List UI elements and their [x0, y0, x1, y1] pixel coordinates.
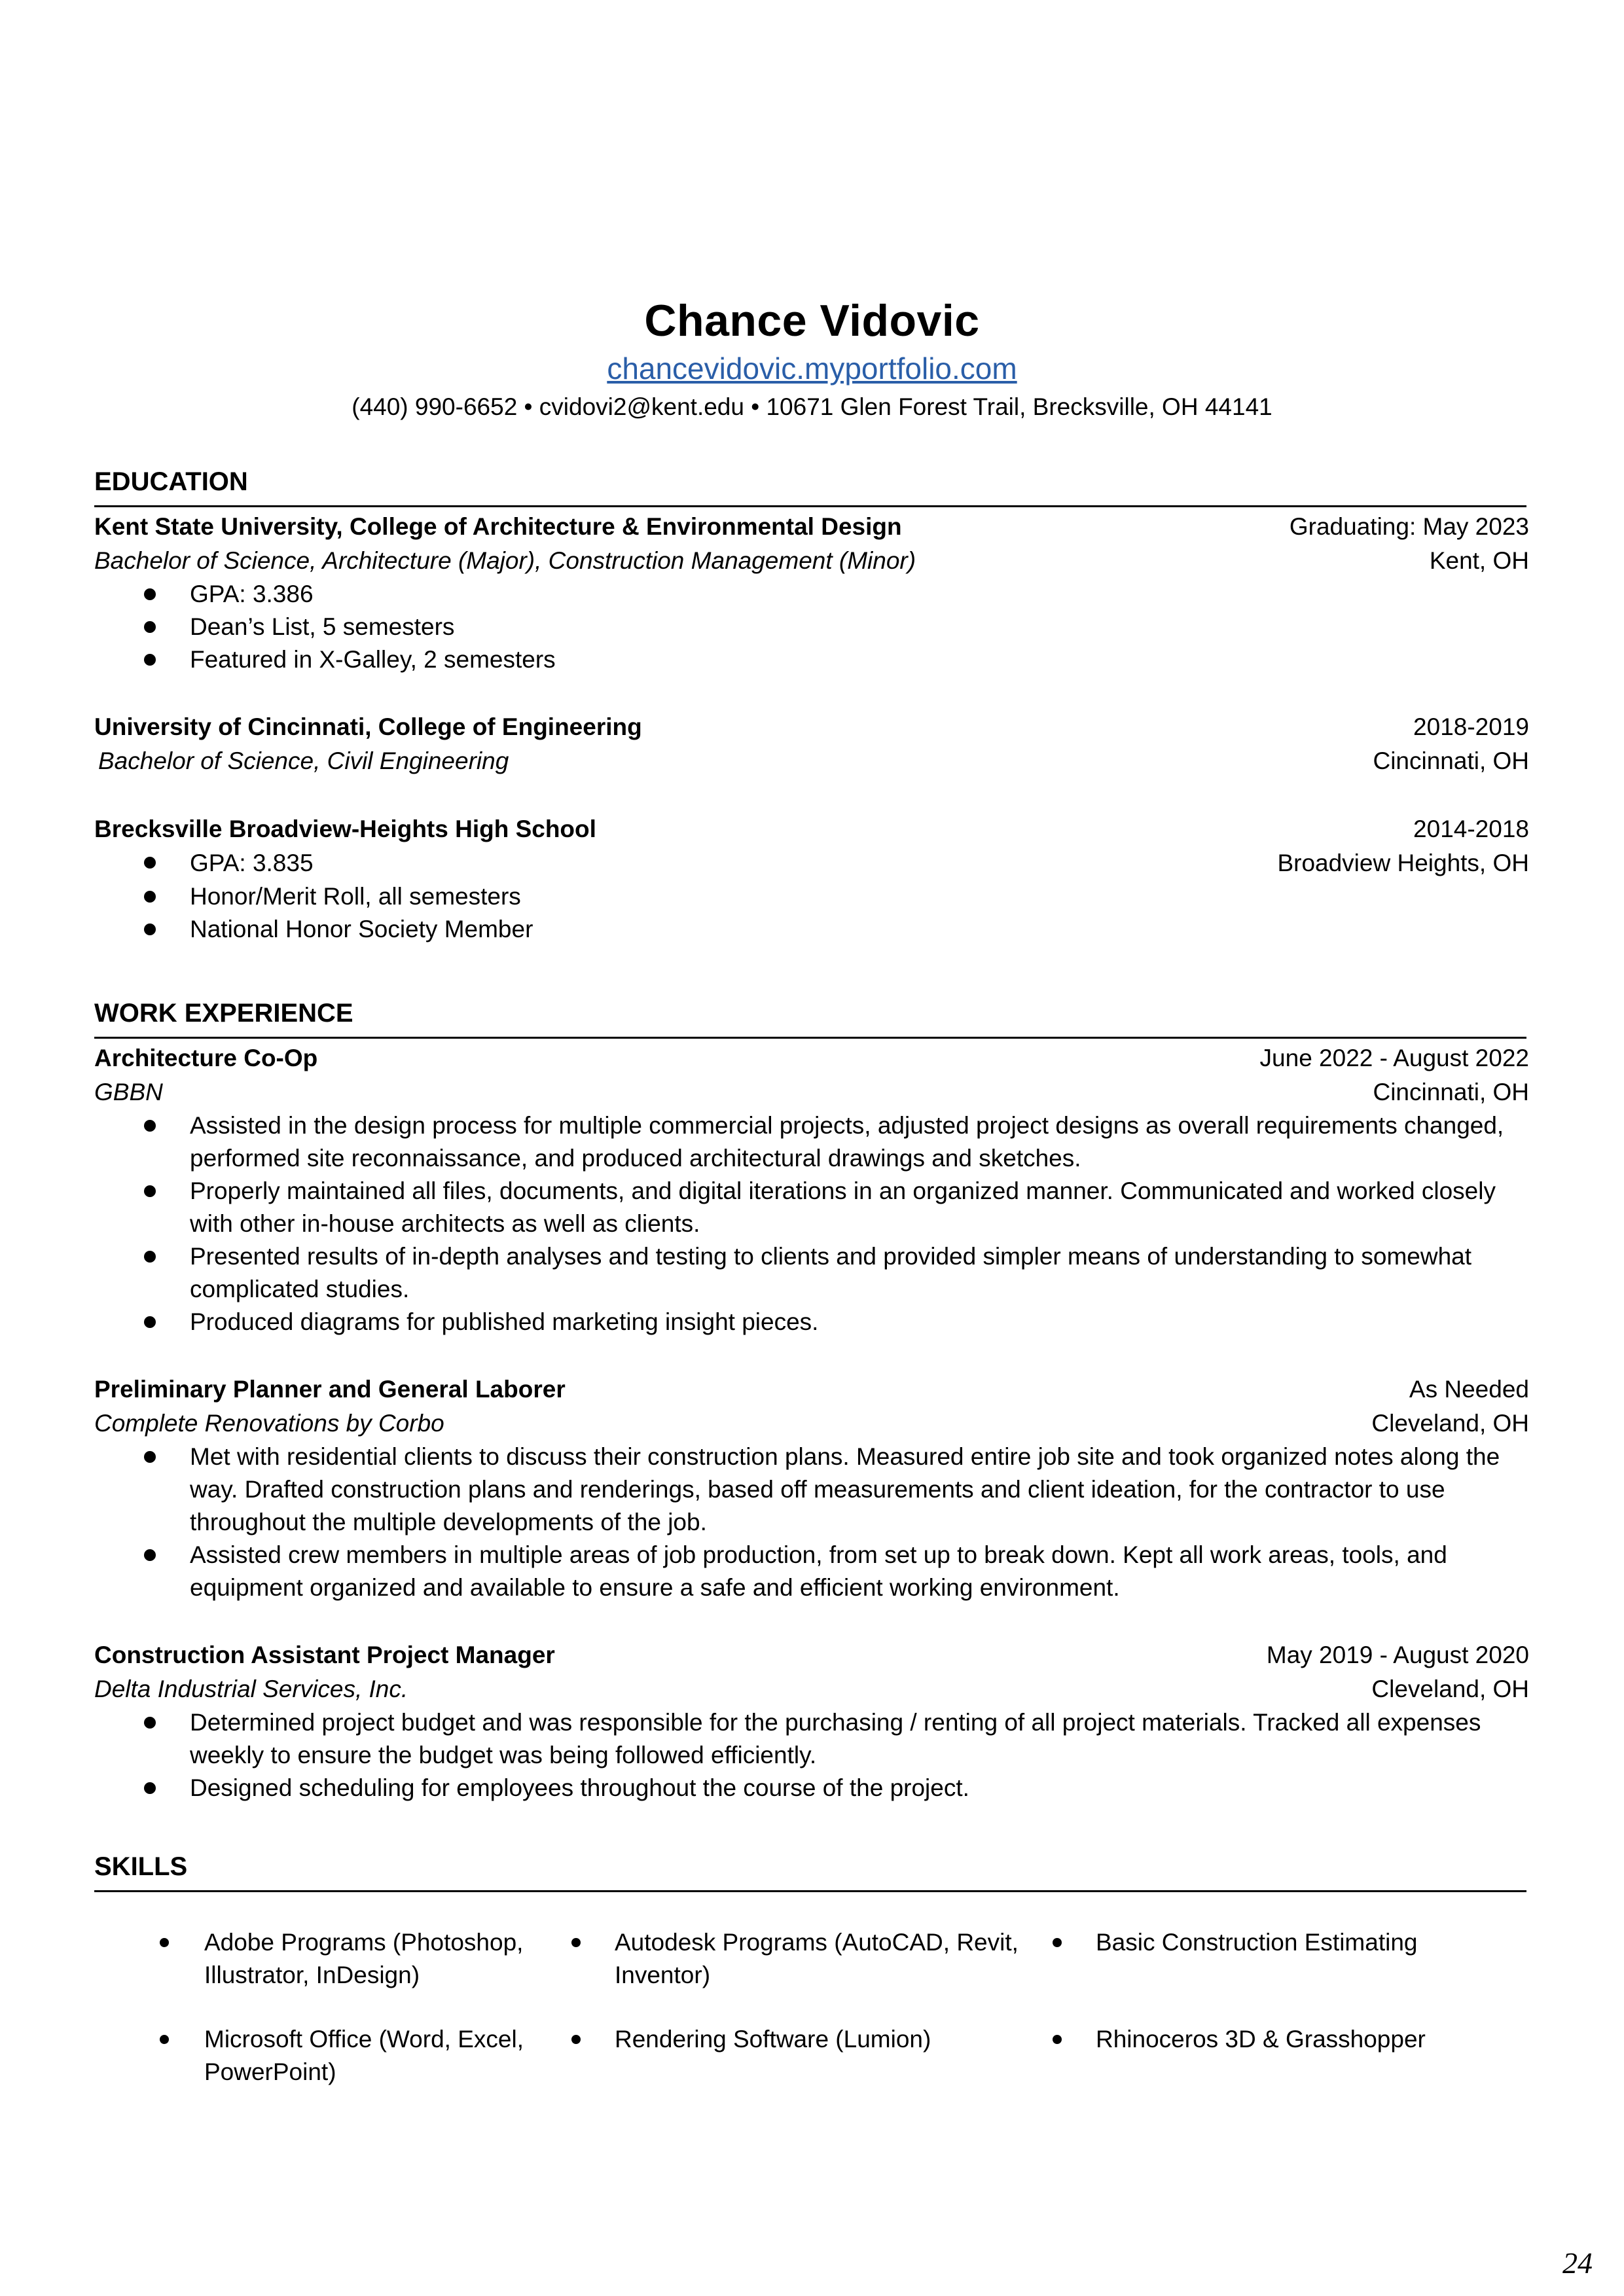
resume-header: [0, 295, 1624, 424]
entry-location: Cincinnati, OH: [1373, 747, 1529, 774]
bullet-icon: [571, 2035, 581, 2044]
bullet-icon: [144, 1717, 156, 1729]
entry-location: Cleveland, OH: [1371, 1676, 1529, 1702]
bullet-icon: [571, 1938, 581, 1947]
company-name: Complete Renovations by Corbo: [94, 1410, 444, 1437]
company-name: GBBN: [94, 1079, 163, 1105]
skill-item: Rendering Software (Lumion): [575, 2023, 1056, 2089]
bullet-icon: [144, 1549, 156, 1561]
list-item: Assisted crew members in multiple areas of job production, from set up to break down. Kept all work areas, tools, and equipment organized and available to ensure a safe and efficient working environment.: [94, 1539, 1529, 1604]
education-entry-cincinnati: [94, 710, 1529, 778]
bullet-icon: [144, 654, 156, 666]
list-item: Assisted in the design process for multiple commercial projects, adjusted project designs as overall requirements changed, performed site reconnaissance, and produced architectural drawings and sketches.: [94, 1109, 1529, 1175]
skill-item: Basic Construction Estimating: [1056, 1926, 1529, 1992]
list-item: Met with residential clients to discuss their construction plans. Measured entire job site and took organized notes along the way. Drafted construction plans and renderings, based off measurements and client ideation, for the contractor to use throughout the multiple developments of the job.: [94, 1441, 1529, 1539]
page-number: 24: [1562, 2246, 1593, 2280]
section-title-skills: SKILLS: [94, 1852, 188, 1881]
skill-item: Adobe Programs (Photoshop, Illustrator, InDesign): [94, 1926, 575, 1992]
work-entry-corbo: [94, 1372, 1529, 1604]
entry-date: As Needed: [1409, 1376, 1529, 1403]
section-divider: [94, 1037, 1526, 1039]
school-name: University of Cincinnati, College of Engineering: [94, 713, 642, 740]
candidate-name: Chance Vidovic: [644, 296, 980, 346]
entry-date: 2018-2019: [1413, 713, 1529, 740]
list-item: Dean’s List, 5 semesters: [94, 611, 1529, 643]
list-item: Featured in X-Galley, 2 semesters: [94, 643, 1529, 676]
section-divider: [94, 505, 1526, 507]
entry-location: Kent, OH: [1429, 547, 1529, 574]
skill-item: Microsoft Office (Word, Excel, PowerPoint): [94, 2023, 575, 2089]
bullet-icon: [144, 588, 156, 600]
education-entry-kent: [94, 510, 1529, 676]
section-divider: [94, 1890, 1526, 1892]
job-title: Construction Assistant Project Manager: [94, 1641, 555, 1668]
skills-grid: [94, 1926, 1529, 2089]
job-title: Architecture Co-Op: [94, 1045, 318, 1071]
work-entry-delta: [94, 1638, 1529, 1804]
bullet-icon: [144, 621, 156, 633]
portfolio-link[interactable]: chancevidovic.myportfolio.com: [607, 351, 1017, 386]
list-item: Presented results of in-depth analyses and testing to clients and provided simpler means of understanding to somewhat complicated studies.: [94, 1240, 1529, 1306]
skill-item: Rhinoceros 3D & Grasshopper: [1056, 2023, 1529, 2089]
section-title-work: WORK EXPERIENCE: [94, 999, 353, 1028]
list-item: Designed scheduling for employees throughout the course of the project.: [94, 1772, 1529, 1804]
entry-date: June 2022 - August 2022: [1259, 1045, 1529, 1071]
company-name: Delta Industrial Services, Inc.: [94, 1676, 408, 1702]
skill-item: Autodesk Programs (AutoCAD, Revit, Inventor): [575, 1926, 1056, 1992]
bullet-icon: [1053, 2035, 1062, 2044]
bullet-icon: [144, 891, 156, 903]
entry-date: Graduating: May 2023: [1289, 513, 1529, 540]
list-item: GPA: 3.835: [94, 846, 314, 880]
skills-section: [94, 1850, 1529, 2089]
bullet-icon: [144, 1316, 156, 1328]
job-title: Preliminary Planner and General Laborer: [94, 1376, 566, 1403]
entry-date: May 2019 - August 2020: [1266, 1641, 1529, 1668]
list-item: Determined project budget and was responsible for the purchasing / renting of all project materials. Tracked all expenses weekly to ensure the budget was being followed efficiently.: [94, 1706, 1529, 1772]
bullet-icon: [144, 1782, 156, 1794]
bullet-icon: [144, 1451, 156, 1463]
education-section: [94, 465, 1529, 946]
bullet-icon: [1053, 1938, 1062, 1947]
list-item: Honor/Merit Roll, all semesters: [94, 880, 1529, 913]
bullet-icon: [144, 1185, 156, 1197]
education-entry-highschool: [94, 812, 1529, 946]
list-item: GPA: 3.386: [94, 578, 1529, 611]
work-entry-gbbn: [94, 1041, 1529, 1338]
bullet-icon: [144, 1120, 156, 1132]
list-item: Properly maintained all files, documents, and digital iterations in an organized manner. Communicated and worked closely with other in-house architects as well as clients.: [94, 1175, 1529, 1240]
degree: Bachelor of Science, Architecture (Major), Construction Management (Minor): [94, 547, 916, 574]
bullet-icon: [160, 2035, 169, 2044]
section-title-education: EDUCATION: [94, 467, 248, 496]
contact-line: (440) 990-6652 • cvidovi2@kent.edu • 10671 Glen Forest Trail, Brecksville, OH 44141: [352, 393, 1272, 420]
bullet-icon: [144, 1251, 156, 1263]
school-name: Brecksville Broadview-Heights High School: [94, 816, 596, 842]
school-name: Kent State University, College of Architecture & Environmental Design: [94, 513, 902, 540]
entry-date: 2014-2018: [1413, 816, 1529, 842]
entry-location: Cleveland, OH: [1371, 1410, 1529, 1437]
bullet-icon: [144, 857, 156, 869]
list-item: National Honor Society Member: [94, 913, 1529, 946]
bullet-icon: [160, 1938, 169, 1947]
bullet-icon: [144, 924, 156, 935]
entry-location: Cincinnati, OH: [1373, 1079, 1529, 1105]
entry-location: Broadview Heights, OH: [1277, 850, 1529, 876]
list-item: Produced diagrams for published marketing insight pieces.: [94, 1306, 1529, 1338]
work-section: [94, 996, 1529, 1804]
degree: Bachelor of Science, Civil Engineering: [98, 747, 509, 774]
